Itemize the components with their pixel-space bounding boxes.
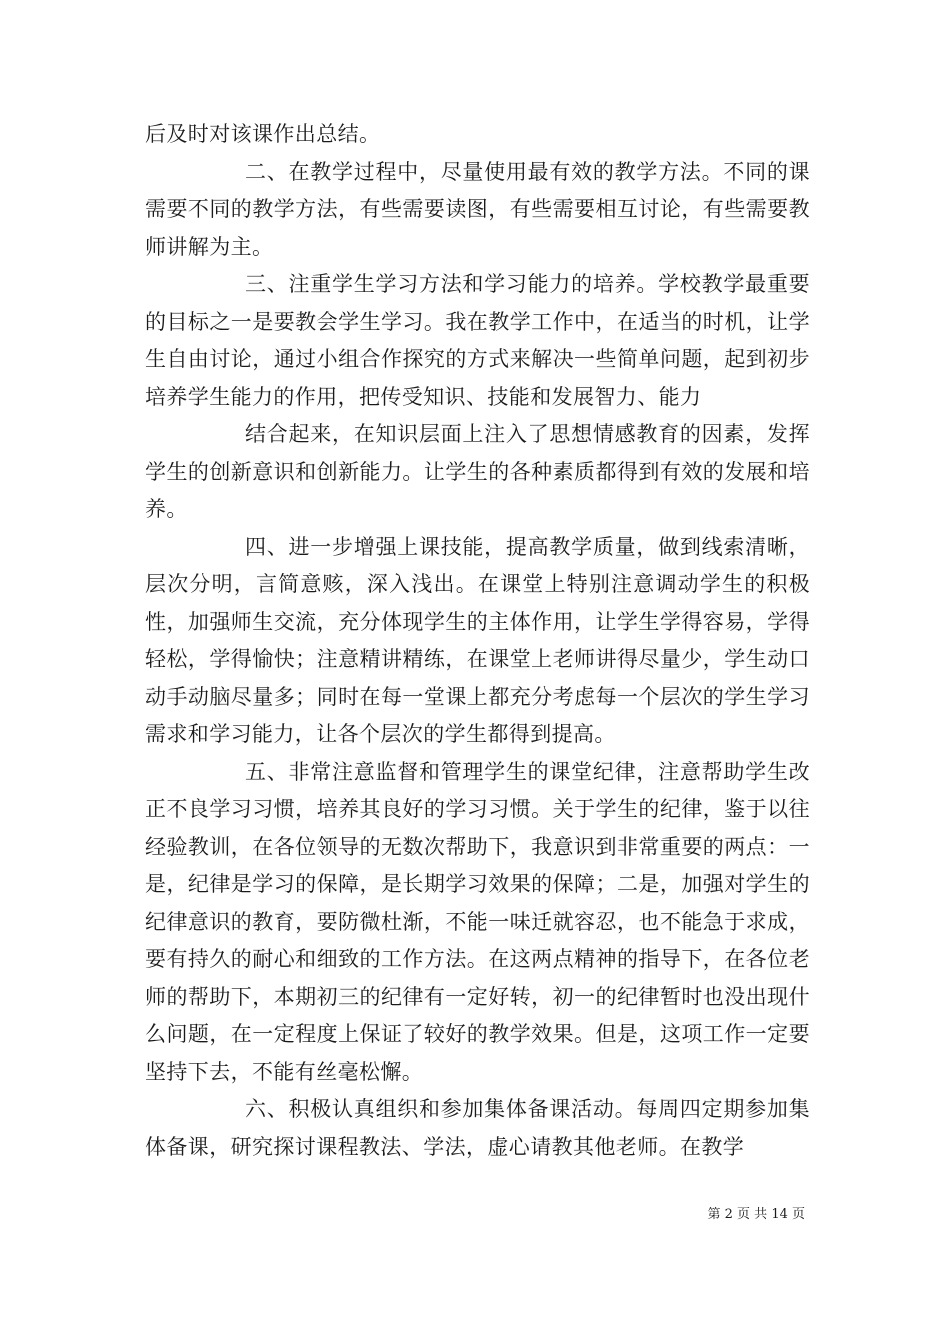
paragraph-4: 结合起来，在知识层面上注入了思想情感教育的因素，发挥学生的创新意识和创新能力。让学生的各种素质都得到有效的发展和培养。 [145, 422, 810, 521]
paragraph-3: 三、注重学生学习方法和学习能力的培养。学校教学最重要的目标之一是要教会学生学习。我在教学工作中，在适当的时机，让学生自由讨论，通过小组合作探究的方式来解决一些简单问题，起到初步培养学生能力的作用，把传受知识、技能和发展智力、能力 [145, 272, 810, 409]
paragraph-2: 二、在教学过程中，尽量使用最有效的教学方法。不同的课需要不同的教学方法，有些需要读图，有些需要相互讨论，有些需要教师讲解为主。 [145, 159, 810, 259]
document-body [145, 116, 810, 1166]
paragraph-6: 五、非常注意监督和管理学生的课堂纪律，注意帮助学生改正不良学习习惯，培养其良好的学习习惯。关于学生的纪律，鉴于以往经验教训，在各位领导的无数次帮助下，我意识到非常重要的两点：一是，纪律是学习的保障，是长期学习效果的保障；二是，加强对学生的纪律意识的教育，要防微杜渐，不能一味迁就容忍，也不能急于求成，要有持久的耐心和细致的工作方法。在这两点精神的指导下，在各位老师的帮助下，本期初三的纪律有一定好转，初一的纪律暂时也没出现什么问题，在一定程度上保证了较好的教学效果。但是，这项工作一定要坚持下去，不能有丝毫松懈。 [145, 759, 810, 1084]
paragraph-7: 六、积极认真组织和参加集体备课活动。每周四定期参加集体备课，研究探讨课程教法、学法，虚心请教其他老师。在教学 [145, 1097, 810, 1159]
paragraph-5: 四、进一步增强上课技能，提高教学质量，做到线索清晰，层次分明，言简意赅，深入浅出。在课堂上特别注意调动学生的积极性，加强师生交流，充分体现学生的主体作用，让学生学得容易，学得轻松，学得愉快；注意精讲精练，在课堂上老师讲得尽量少，学生动口动手动脑尽量多；同时在每一堂课上都充分考虑每一个层次的学生学习需求和学习能力，让各个层次的学生都得到提高。 [145, 534, 810, 746]
page-number-footer: 第 2 页 共 14 页 [707, 1207, 805, 1222]
paragraph-1: 后及时对该课作出总结。 [145, 122, 381, 146]
